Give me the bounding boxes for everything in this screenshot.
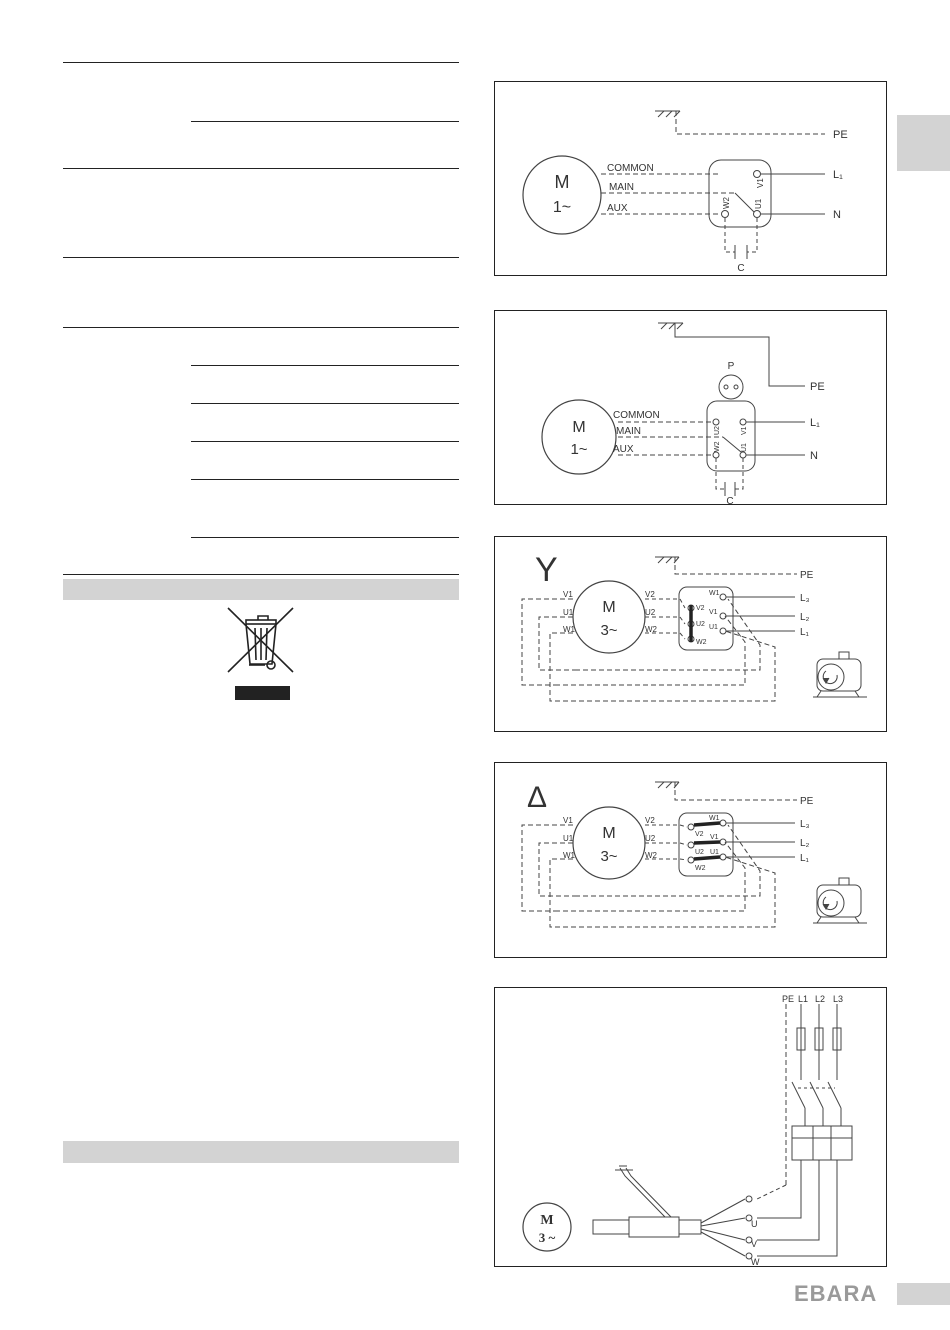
terminal-label-v1: V1 (741, 426, 748, 435)
wiring-diagram-single-phase-protector (494, 310, 887, 505)
table-rule (191, 441, 459, 442)
side-tab (897, 115, 950, 171)
line-label-n: N (833, 209, 841, 221)
terminal-label-u1: U1 (754, 198, 763, 209)
wiring-diagram-delta (494, 762, 887, 958)
terminal-label-w2: W2 (722, 197, 731, 209)
table-rule (63, 574, 459, 575)
line-label-l1: L₁ (800, 627, 809, 638)
line-label-l3: L₃ (800, 819, 810, 830)
wire-label-common: COMMON (607, 163, 654, 174)
wire-label-main: MAIN (609, 182, 634, 193)
motor-label: M (554, 172, 570, 192)
line-label-pe: PE (782, 994, 795, 1004)
section-header-band (63, 579, 459, 600)
line-label-l2: L₂ (800, 838, 810, 849)
terminal-label-u2: U2 (645, 608, 656, 617)
weee-bin-icon (225, 604, 299, 704)
terminal-label-v1: V1 (563, 816, 573, 825)
terminal-label-v2: V2 (645, 816, 655, 825)
terminal-label-w1: W1 (563, 625, 575, 634)
box-label-u2: U2 (695, 849, 704, 856)
table-rule (191, 537, 459, 538)
wiring-diagram-single-phase (494, 81, 887, 276)
line-label-l3: L3 (833, 994, 844, 1004)
line-label-l1: L1 (798, 994, 809, 1004)
line-label-pe: PE (833, 129, 848, 141)
section-header-band (63, 1141, 459, 1163)
terminal-label-w1: W1 (563, 851, 575, 860)
connection-symbol: Y (535, 551, 558, 589)
motor-label: M (540, 1213, 554, 1228)
output-label-w: W (751, 1257, 760, 1267)
motor-label: M (602, 599, 616, 616)
box-label-w1: W1 (709, 815, 720, 822)
line-label-l1: L₁ (810, 417, 820, 429)
connection-symbol: Δ (527, 781, 548, 814)
wire-label-common: COMMON (613, 410, 660, 421)
terminal-label-w2: W2 (645, 851, 657, 860)
wire-label-aux: AUX (607, 203, 628, 214)
ebara-logo: EBARA (794, 1281, 878, 1306)
output-label-v: V (751, 1239, 758, 1249)
line-label-l2: L2 (815, 994, 826, 1004)
terminal-label-v2: V2 (645, 590, 655, 599)
table-rule (191, 121, 459, 122)
terminal-label-u2: U2 (714, 426, 721, 435)
line-label-l1: L₁ (833, 169, 843, 181)
wire-label-aux: AUX (613, 444, 634, 455)
motor-type-label: 1~ (552, 199, 572, 216)
output-label-u: U (751, 1219, 758, 1229)
table-rule (63, 168, 459, 169)
line-label-l3: L₃ (800, 593, 810, 604)
line-label-pe: PE (800, 796, 814, 807)
box-label-v1: V1 (709, 609, 718, 616)
wire-label-main: MAIN (616, 426, 641, 437)
box-label-w1: W1 (709, 590, 720, 597)
box-label-w2: W2 (695, 865, 706, 872)
capacitor-label: C (726, 496, 734, 506)
line-label-pe: PE (810, 381, 825, 393)
table-rule (191, 365, 459, 366)
page-number-tab (897, 1283, 950, 1305)
terminal-label-u1: U1 (741, 443, 748, 452)
terminal-label-w2: W2 (645, 625, 657, 634)
line-label-n: N (810, 450, 818, 462)
capacitor-label: C (737, 263, 745, 274)
table-rule (191, 403, 459, 404)
line-label-l2: L₂ (800, 612, 810, 623)
terminal-label-u1: U1 (563, 608, 574, 617)
motor-type-label: 3~ (600, 622, 618, 639)
terminal-label-w2: W2 (714, 441, 721, 452)
box-label-v2: V2 (695, 831, 704, 838)
motor-type-label: 3 ~ (538, 1230, 556, 1245)
terminal-label-u1: U1 (563, 834, 574, 843)
line-label-l1: L₁ (800, 853, 809, 864)
motor-type-label: 3~ (600, 848, 618, 865)
motor-label: M (602, 825, 616, 842)
terminal-label-v1: V1 (756, 178, 765, 188)
box-label-w2: W2 (696, 639, 707, 646)
terminal-label-u2: U2 (645, 834, 656, 843)
wiring-diagram-star (494, 536, 887, 732)
table-rule (63, 327, 459, 328)
table-rule (63, 62, 459, 63)
wiring-diagram-three-phase-cable (494, 987, 887, 1267)
box-label-v1: V1 (710, 834, 719, 841)
box-label-v2: V2 (696, 605, 705, 612)
protector-label: P (727, 361, 735, 372)
table-rule (191, 479, 459, 480)
motor-type-label: 1~ (570, 441, 588, 458)
box-label-u1: U1 (710, 849, 719, 856)
line-label-pe: PE (800, 570, 814, 581)
box-label-u1: U1 (709, 624, 718, 631)
table-rule (63, 257, 459, 258)
terminal-label-v1: V1 (563, 590, 573, 599)
box-label-u2: U2 (696, 621, 705, 628)
motor-label: M (572, 419, 586, 436)
